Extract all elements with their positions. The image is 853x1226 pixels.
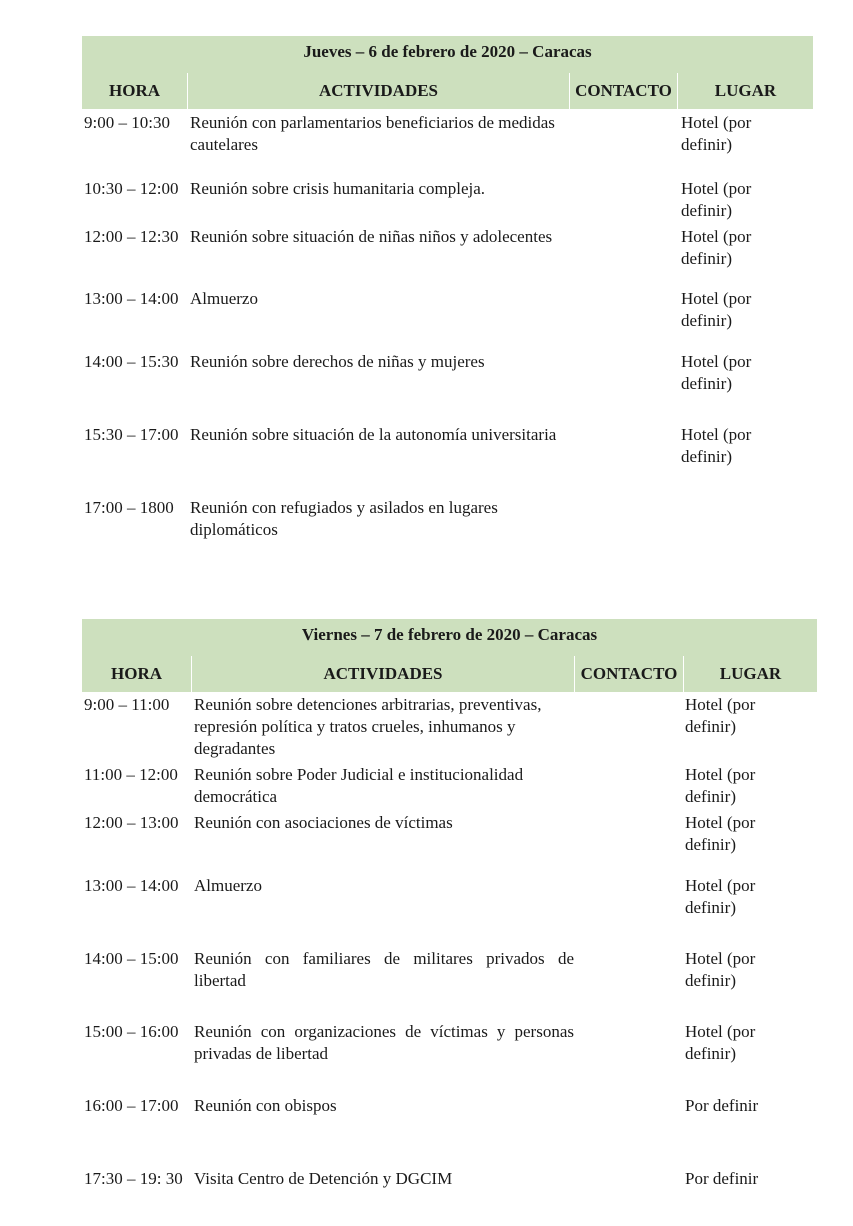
cell-actividad: Almuerzo (190, 289, 258, 308)
cell-actividad: Reunión sobre Poder Judicial e institucionalidad democrática (194, 765, 524, 806)
cell-actividad: Reunión con obispos (194, 1096, 337, 1115)
cell-hora: 13:00 – 14:00 (84, 289, 179, 308)
cell-actividad: Reunión sobre situación de niñas niños y adolecentes (190, 227, 553, 246)
cell-hora: 15:30 – 17:00 (84, 425, 179, 444)
cell-hora: 14:00 – 15:00 (84, 949, 179, 968)
cell-lugar: Por definir (685, 1096, 759, 1115)
cell-hora: 15:00 – 16:00 (84, 1022, 179, 1041)
schedule-table-friday (82, 619, 817, 1209)
cell-hora: 17:30 – 19: 30 (84, 1169, 183, 1188)
cell-lugar: Hotel (por definir) (685, 695, 756, 736)
header-hora: HORA (82, 656, 192, 692)
cell-hora: 14:00 – 15:30 (84, 352, 179, 371)
cell-lugar: Hotel (por definir) (681, 289, 752, 330)
cell-actividad: Visita Centro de Detención y DGCIM (194, 1169, 453, 1188)
cell-lugar: Hotel (por definir) (685, 813, 756, 854)
table-header (82, 656, 817, 692)
cell-actividad: Reunión con familiares de militares privados de libertad (194, 949, 574, 990)
cell-actividad: Reunión sobre situación de la autonomía universitaria (190, 425, 557, 444)
cell-hora: 9:00 – 11:00 (84, 695, 170, 714)
cell-hora: 17:00 – 1800 (84, 498, 174, 517)
cell-lugar: Hotel (por definir) (685, 949, 756, 990)
header-lugar: LUGAR (719, 664, 782, 683)
cell-lugar: Hotel (por definir) (681, 352, 752, 393)
cell-hora: 16:00 – 17:00 (84, 1096, 179, 1115)
header-hora: HORA (82, 73, 188, 109)
cell-lugar: Hotel (por definir) (685, 765, 756, 806)
table-header (82, 73, 813, 109)
header-contacto: CONTACTO (575, 656, 684, 692)
cell-actividad: Reunión sobre detenciones arbitrarias, preventivas, represión política y tratos crueles, inhumanos y degradantes (194, 695, 542, 758)
header-lugar: LUGAR (714, 81, 777, 100)
cell-hora: 13:00 – 14:00 (84, 876, 179, 895)
cell-hora: 9:00 – 10:30 (84, 113, 170, 132)
cell-actividad: Reunión sobre derechos de niñas y mujeres (190, 352, 485, 371)
cell-hora: 10:30 – 12:00 (84, 179, 179, 198)
cell-lugar: Hotel (por definir) (685, 876, 756, 917)
cell-lugar: Hotel (por definir) (681, 425, 752, 466)
table-title: Viernes – 7 de febrero de 2020 – Caracas (82, 619, 817, 656)
table-title: Jueves – 6 de febrero de 2020 – Caracas (82, 36, 813, 73)
cell-lugar: Hotel (por definir) (681, 113, 752, 154)
cell-lugar: Por definir (685, 1169, 759, 1188)
cell-hora: 11:00 – 12:00 (84, 765, 178, 784)
header-actividades: ACTIVIDADES (192, 656, 575, 692)
schedule-table-thursday (82, 36, 813, 566)
header-actividades: ACTIVIDADES (188, 73, 570, 109)
cell-lugar: Hotel (por definir) (681, 179, 752, 220)
cell-actividad: Reunión con refugiados y asilados en lugares diplomáticos (190, 498, 498, 539)
cell-actividad: Almuerzo (194, 876, 262, 895)
cell-actividad: Reunión con parlamentarios beneficiarios de medidas cautelares (190, 113, 555, 154)
cell-actividad: Reunión con organizaciones de víctimas y personas privadas de libertad (194, 1022, 574, 1063)
header-contacto: CONTACTO (570, 73, 678, 109)
cell-hora: 12:00 – 12:30 (84, 227, 179, 246)
cell-lugar: Hotel (por definir) (681, 227, 752, 268)
cell-hora: 12:00 – 13:00 (84, 813, 179, 832)
cell-actividad: Reunión sobre crisis humanitaria compleja. (190, 179, 486, 198)
cell-actividad: Reunión con asociaciones de víctimas (194, 813, 453, 832)
cell-lugar: Hotel (por definir) (685, 1022, 756, 1063)
